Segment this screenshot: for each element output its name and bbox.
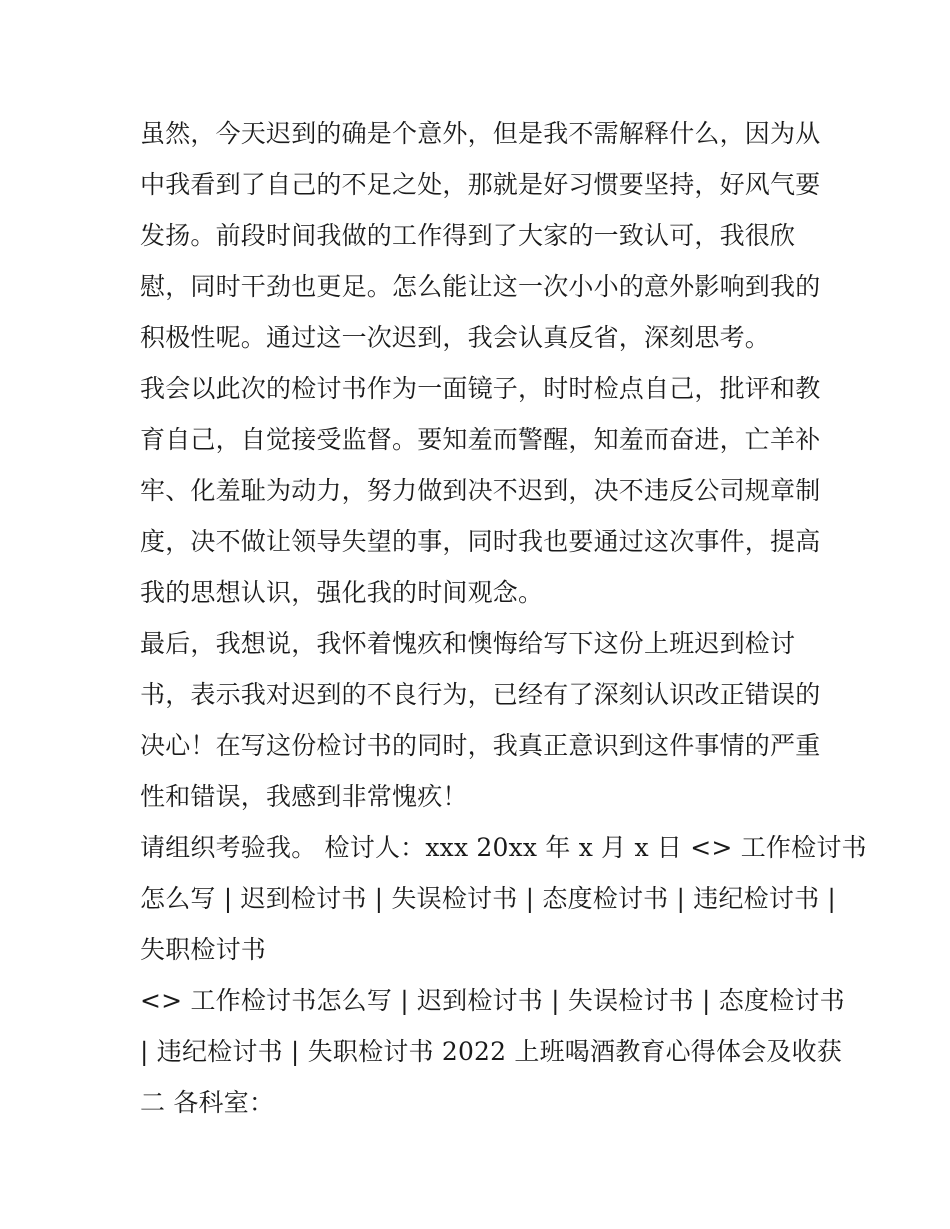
text-line: 请组织考验我。 检讨人：xxx 20xx 年 x 月 x 日 <> 工作检讨书 bbox=[140, 833, 867, 862]
text-line: <> 工作检讨书怎么写 | 迟到检讨书 | 失误检讨书 | 态度检讨书 bbox=[140, 986, 845, 1015]
text-line: 二 各科室： bbox=[140, 1088, 275, 1117]
text-line: 性和错误，我感到非常愧疚！ bbox=[140, 782, 468, 811]
text-line: 发扬。前段时间我做的工作得到了大家的一致认可，我很欣 bbox=[140, 221, 796, 250]
text-line: 中我看到了自己的不足之处，那就是好习惯要坚持，好风气要 bbox=[140, 170, 821, 199]
text-line: 育自己，自觉接受监督。要知羞而警醒，知羞而奋进，亡羊补 bbox=[140, 425, 821, 454]
text-line: 我的思想认识，强化我的时间观念。 bbox=[140, 578, 544, 607]
text-line: 虽然，今天迟到的确是个意外，但是我不需解释什么，因为从 bbox=[140, 119, 821, 148]
text-line: 失职检讨书 bbox=[140, 935, 267, 964]
text-line: 慰，同时干劲也更足。怎么能让这一次小小的意外影响到我的 bbox=[140, 272, 821, 301]
text-line: | 违纪检讨书 | 失职检讨书 2022 上班喝酒教育心得体会及收获 bbox=[140, 1037, 843, 1066]
text-line: 度，决不做让领导失望的事，同时我也要通过这次事件，提高 bbox=[140, 527, 821, 556]
text-line: 决心！在写这份检讨书的同时，我真正意识到这件事情的严重 bbox=[140, 731, 821, 760]
text-line: 积极性呢。通过这一次迟到，我会认真反省，深刻思考。 bbox=[140, 323, 771, 352]
document-body bbox=[140, 108, 867, 1128]
text-line: 书，表示我对迟到的不良行为，已经有了深刻认识改正错误的 bbox=[140, 680, 821, 709]
text-line: 怎么写 | 迟到检讨书 | 失误检讨书 | 态度检讨书 | 违纪检讨书 | bbox=[140, 884, 837, 913]
text-line: 我会以此次的检讨书作为一面镜子，时时检点自己，批评和教 bbox=[140, 374, 821, 403]
text-line: 牢、化羞耻为动力，努力做到决不迟到，决不违反公司规章制 bbox=[140, 476, 821, 505]
text-line: 最后，我想说，我怀着愧疚和懊悔给写下这份上班迟到检讨 bbox=[140, 629, 796, 658]
